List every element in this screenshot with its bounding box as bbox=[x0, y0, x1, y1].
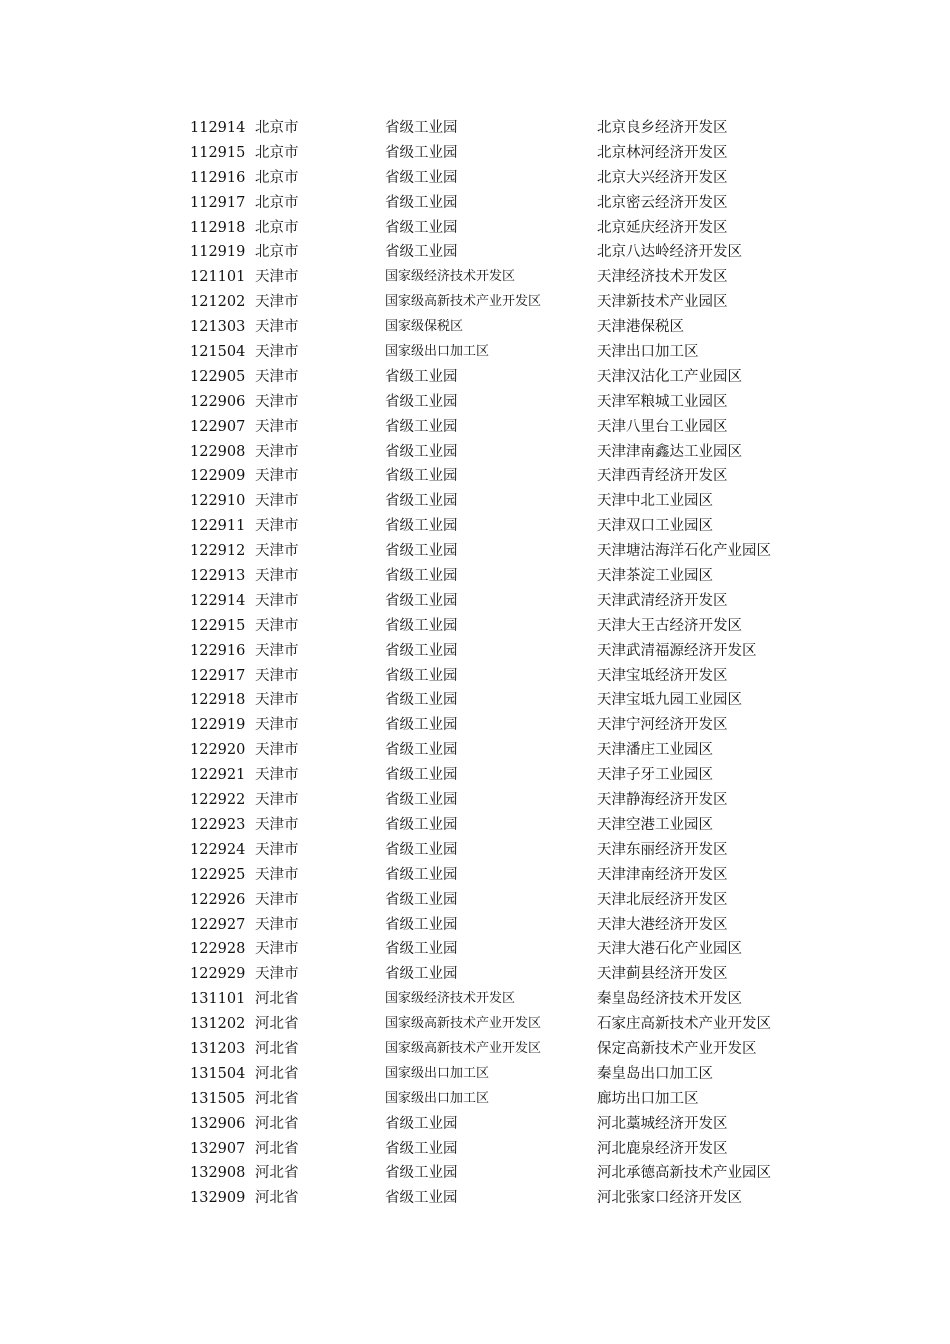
zone-name: 秦皇岛出口加工区 bbox=[597, 1065, 713, 1082]
table-row bbox=[0, 763, 950, 788]
zone-code: 132907 bbox=[190, 1140, 246, 1157]
province: 天津市 bbox=[255, 742, 299, 759]
zone-type: 国家级出口加工区 bbox=[385, 344, 490, 360]
zone-code: 131203 bbox=[190, 1040, 246, 1057]
zone-code: 122909 bbox=[190, 468, 246, 485]
zone-code: 122913 bbox=[190, 568, 246, 585]
table-row bbox=[0, 1037, 950, 1062]
province: 天津市 bbox=[255, 941, 299, 958]
province: 天津市 bbox=[255, 344, 299, 361]
zone-type: 国家级高新技术产业开发区 bbox=[385, 1016, 542, 1032]
table-row bbox=[0, 888, 950, 913]
zone-type: 省级工业园 bbox=[385, 169, 458, 186]
zone-code: 112918 bbox=[190, 219, 246, 236]
province: 天津市 bbox=[255, 393, 299, 410]
zone-type: 省级工业园 bbox=[385, 219, 458, 236]
zone-code: 122908 bbox=[190, 443, 246, 460]
zone-type: 省级工业园 bbox=[385, 816, 458, 833]
zone-code: 112916 bbox=[190, 169, 246, 186]
zone-type: 省级工业园 bbox=[385, 244, 458, 261]
province: 天津市 bbox=[255, 468, 299, 485]
zone-name: 廊坊出口加工区 bbox=[597, 1090, 699, 1107]
zone-name: 天津大王古经济开发区 bbox=[597, 617, 742, 634]
zone-type: 省级工业园 bbox=[385, 767, 458, 784]
zone-code: 112919 bbox=[190, 244, 246, 261]
table-row bbox=[0, 365, 950, 390]
zone-name: 天津静海经济开发区 bbox=[597, 792, 728, 809]
province: 天津市 bbox=[255, 592, 299, 609]
province: 河北省 bbox=[255, 1115, 299, 1132]
zone-name: 北京大兴经济开发区 bbox=[597, 169, 728, 186]
zone-name: 石家庄高新技术产业开发区 bbox=[597, 1016, 771, 1033]
zone-code: 122922 bbox=[190, 792, 246, 809]
zone-type: 省级工业园 bbox=[385, 941, 458, 958]
zone-code: 131505 bbox=[190, 1090, 246, 1107]
table-row bbox=[0, 290, 950, 315]
zone-code: 131504 bbox=[190, 1065, 246, 1082]
zone-type: 国家级出口加工区 bbox=[385, 1090, 490, 1106]
province: 天津市 bbox=[255, 269, 299, 286]
zone-name: 天津茶淀工业园区 bbox=[597, 568, 713, 585]
zone-code: 122910 bbox=[190, 493, 246, 510]
province: 天津市 bbox=[255, 368, 299, 385]
zone-code: 122917 bbox=[190, 667, 246, 684]
zone-name: 天津津南经济开发区 bbox=[597, 866, 728, 883]
zone-type: 省级工业园 bbox=[385, 617, 458, 634]
zone-code: 122918 bbox=[190, 692, 246, 709]
zone-name: 天津宁河经济开发区 bbox=[597, 717, 728, 734]
zone-name: 北京林河经济开发区 bbox=[597, 144, 728, 161]
zone-name: 河北张家口经济开发区 bbox=[597, 1190, 742, 1207]
zone-name: 天津双口工业园区 bbox=[597, 518, 713, 535]
zone-code: 122926 bbox=[190, 891, 246, 908]
zone-name: 天津武清福源经济开发区 bbox=[597, 642, 757, 659]
province: 天津市 bbox=[255, 418, 299, 435]
table-row bbox=[0, 514, 950, 539]
zone-code: 112915 bbox=[190, 144, 246, 161]
table-row bbox=[0, 166, 950, 191]
zone-name: 河北藁城经济开发区 bbox=[597, 1115, 728, 1132]
zone-name: 天津武清经济开发区 bbox=[597, 592, 728, 609]
table-row bbox=[0, 240, 950, 265]
zone-code: 122920 bbox=[190, 742, 246, 759]
province: 北京市 bbox=[255, 219, 299, 236]
table-row bbox=[0, 564, 950, 589]
zone-table bbox=[0, 116, 950, 1211]
table-row bbox=[0, 913, 950, 938]
province: 天津市 bbox=[255, 966, 299, 983]
zone-type: 省级工业园 bbox=[385, 120, 458, 136]
province: 天津市 bbox=[255, 891, 299, 908]
table-row bbox=[0, 415, 950, 440]
province: 北京市 bbox=[255, 244, 299, 261]
zone-type: 省级工业园 bbox=[385, 792, 458, 809]
zone-type: 省级工业园 bbox=[385, 518, 458, 535]
table-row bbox=[0, 738, 950, 763]
zone-name: 天津子牙工业园区 bbox=[597, 767, 713, 784]
zone-type: 省级工业园 bbox=[385, 891, 458, 908]
zone-code: 122914 bbox=[190, 592, 246, 609]
table-row bbox=[0, 1087, 950, 1112]
table-row bbox=[0, 987, 950, 1012]
zone-code: 122919 bbox=[190, 717, 246, 734]
zone-type: 省级工业园 bbox=[385, 543, 458, 560]
zone-name: 北京八达岭经济开发区 bbox=[597, 244, 742, 261]
zone-type: 省级工业园 bbox=[385, 468, 458, 485]
zone-code: 122928 bbox=[190, 941, 246, 958]
zone-name: 北京延庆经济开发区 bbox=[597, 219, 728, 236]
zone-name: 天津大港经济开发区 bbox=[597, 916, 728, 933]
zone-name: 天津八里台工业园区 bbox=[597, 418, 728, 435]
zone-type: 省级工业园 bbox=[385, 742, 458, 759]
province: 河北省 bbox=[255, 1190, 299, 1207]
province: 北京市 bbox=[255, 144, 299, 161]
zone-code: 122923 bbox=[190, 816, 246, 833]
province: 天津市 bbox=[255, 767, 299, 784]
zone-code: 131101 bbox=[190, 991, 246, 1008]
zone-type: 省级工业园 bbox=[385, 493, 458, 510]
zone-code: 121303 bbox=[190, 319, 246, 336]
table-row bbox=[0, 589, 950, 614]
table-row bbox=[0, 813, 950, 838]
zone-name: 天津大港石化产业园区 bbox=[597, 941, 742, 958]
province: 天津市 bbox=[255, 568, 299, 585]
province: 河北省 bbox=[255, 1040, 299, 1057]
table-row bbox=[0, 265, 950, 290]
zone-code: 122915 bbox=[190, 617, 246, 634]
zone-type: 省级工业园 bbox=[385, 418, 458, 435]
table-row bbox=[0, 216, 950, 241]
zone-code: 121504 bbox=[190, 344, 246, 361]
zone-code: 132908 bbox=[190, 1165, 246, 1182]
table-row bbox=[0, 440, 950, 465]
zone-type: 国家级高新技术产业开发区 bbox=[385, 294, 542, 310]
table-row bbox=[0, 390, 950, 415]
province: 天津市 bbox=[255, 692, 299, 709]
zone-name: 天津潘庄工业园区 bbox=[597, 742, 713, 759]
zone-name: 天津蓟县经济开发区 bbox=[597, 966, 728, 983]
zone-name: 天津北辰经济开发区 bbox=[597, 891, 728, 908]
province: 北京市 bbox=[255, 194, 299, 211]
province: 河北省 bbox=[255, 1065, 299, 1082]
province: 河北省 bbox=[255, 1165, 299, 1182]
zone-code: 131202 bbox=[190, 1016, 246, 1033]
zone-name: 秦皇岛经济技术开发区 bbox=[597, 991, 742, 1008]
province: 天津市 bbox=[255, 816, 299, 833]
zone-type: 省级工业园 bbox=[385, 144, 458, 161]
province: 天津市 bbox=[255, 294, 299, 311]
zone-name: 天津出口加工区 bbox=[597, 344, 699, 361]
zone-type: 国家级经济技术开发区 bbox=[385, 991, 516, 1007]
table-row bbox=[0, 1112, 950, 1137]
table-row bbox=[0, 1161, 950, 1186]
zone-code: 122929 bbox=[190, 966, 246, 983]
zone-type: 省级工业园 bbox=[385, 866, 458, 883]
table-row bbox=[0, 340, 950, 365]
province: 天津市 bbox=[255, 667, 299, 684]
zone-type: 省级工业园 bbox=[385, 717, 458, 734]
table-row bbox=[0, 788, 950, 813]
province: 天津市 bbox=[255, 443, 299, 460]
zone-type: 省级工业园 bbox=[385, 1165, 458, 1182]
zone-name: 北京密云经济开发区 bbox=[597, 194, 728, 211]
zone-name: 天津西青经济开发区 bbox=[597, 468, 728, 485]
zone-name: 天津中北工业园区 bbox=[597, 493, 713, 510]
zone-type: 省级工业园 bbox=[385, 1115, 458, 1132]
zone-code: 121202 bbox=[190, 294, 246, 311]
province: 北京市 bbox=[255, 120, 299, 136]
zone-name: 天津空港工业园区 bbox=[597, 816, 713, 833]
province: 天津市 bbox=[255, 866, 299, 883]
zone-code: 122924 bbox=[190, 841, 246, 858]
zone-type: 省级工业园 bbox=[385, 568, 458, 585]
province: 北京市 bbox=[255, 169, 299, 186]
table-row bbox=[0, 614, 950, 639]
zone-code: 132909 bbox=[190, 1190, 246, 1207]
province: 天津市 bbox=[255, 518, 299, 535]
zone-type: 省级工业园 bbox=[385, 916, 458, 933]
province: 天津市 bbox=[255, 717, 299, 734]
table-row bbox=[0, 141, 950, 166]
province: 河北省 bbox=[255, 1140, 299, 1157]
zone-code: 122927 bbox=[190, 916, 246, 933]
table-row bbox=[0, 962, 950, 987]
zone-code: 132906 bbox=[190, 1115, 246, 1132]
zone-code: 112914 bbox=[190, 120, 246, 136]
zone-code: 122921 bbox=[190, 767, 246, 784]
zone-type: 国家级高新技术产业开发区 bbox=[385, 1040, 542, 1056]
zone-type: 国家级保税区 bbox=[385, 319, 464, 335]
zone-name: 北京良乡经济开发区 bbox=[597, 120, 728, 136]
province: 天津市 bbox=[255, 543, 299, 560]
zone-name: 河北鹿泉经济开发区 bbox=[597, 1140, 728, 1157]
province: 天津市 bbox=[255, 617, 299, 634]
table-row bbox=[0, 1137, 950, 1162]
zone-type: 省级工业园 bbox=[385, 443, 458, 460]
zone-code: 112917 bbox=[190, 194, 246, 211]
zone-type: 省级工业园 bbox=[385, 393, 458, 410]
table-row bbox=[0, 1186, 950, 1211]
province: 天津市 bbox=[255, 841, 299, 858]
table-row bbox=[0, 116, 950, 141]
zone-code: 121101 bbox=[190, 269, 246, 286]
zone-name: 天津经济技术开发区 bbox=[597, 269, 728, 286]
province: 河北省 bbox=[255, 991, 299, 1008]
province: 河北省 bbox=[255, 1090, 299, 1107]
zone-type: 省级工业园 bbox=[385, 841, 458, 858]
table-row bbox=[0, 838, 950, 863]
zone-type: 省级工业园 bbox=[385, 692, 458, 709]
zone-name: 天津宝坻经济开发区 bbox=[597, 667, 728, 684]
zone-type: 省级工业园 bbox=[385, 1140, 458, 1157]
table-row bbox=[0, 664, 950, 689]
zone-name: 河北承德高新技术产业园区 bbox=[597, 1165, 771, 1182]
table-row bbox=[0, 937, 950, 962]
province: 河北省 bbox=[255, 1016, 299, 1033]
zone-type: 国家级经济技术开发区 bbox=[385, 269, 516, 285]
zone-type: 省级工业园 bbox=[385, 667, 458, 684]
zone-name: 保定高新技术产业开发区 bbox=[597, 1040, 757, 1057]
zone-type: 省级工业园 bbox=[385, 966, 458, 983]
zone-code: 122925 bbox=[190, 866, 246, 883]
zone-name: 天津军粮城工业园区 bbox=[597, 393, 728, 410]
zone-type: 省级工业园 bbox=[385, 592, 458, 609]
zone-name: 天津宝坻九园工业园区 bbox=[597, 692, 742, 709]
zone-type: 省级工业园 bbox=[385, 642, 458, 659]
table-row bbox=[0, 1012, 950, 1037]
zone-code: 122916 bbox=[190, 642, 246, 659]
province: 天津市 bbox=[255, 916, 299, 933]
zone-type: 国家级出口加工区 bbox=[385, 1065, 490, 1081]
table-row bbox=[0, 863, 950, 888]
zone-name: 天津塘沽海洋石化产业园区 bbox=[597, 543, 771, 560]
table-row bbox=[0, 464, 950, 489]
zone-code: 122912 bbox=[190, 543, 246, 560]
province: 天津市 bbox=[255, 493, 299, 510]
province: 天津市 bbox=[255, 642, 299, 659]
table-row bbox=[0, 489, 950, 514]
zone-name: 天津新技术产业园区 bbox=[597, 294, 728, 311]
table-row bbox=[0, 1062, 950, 1087]
zone-type: 省级工业园 bbox=[385, 1190, 458, 1207]
province: 天津市 bbox=[255, 319, 299, 336]
province: 天津市 bbox=[255, 792, 299, 809]
zone-name: 天津津南鑫达工业园区 bbox=[597, 443, 742, 460]
zone-name: 天津东丽经济开发区 bbox=[597, 841, 728, 858]
zone-name: 天津汉沽化工产业园区 bbox=[597, 368, 742, 385]
zone-name: 天津港保税区 bbox=[597, 319, 684, 336]
zone-type: 省级工业园 bbox=[385, 368, 458, 385]
zone-code: 122911 bbox=[190, 518, 246, 535]
zone-code: 122906 bbox=[190, 393, 246, 410]
table-row bbox=[0, 639, 950, 664]
table-row bbox=[0, 191, 950, 216]
table-row bbox=[0, 539, 950, 564]
zone-code: 122907 bbox=[190, 418, 246, 435]
table-row bbox=[0, 688, 950, 713]
table-row bbox=[0, 315, 950, 340]
zone-code: 122905 bbox=[190, 368, 246, 385]
zone-type: 省级工业园 bbox=[385, 194, 458, 211]
table-row bbox=[0, 713, 950, 738]
